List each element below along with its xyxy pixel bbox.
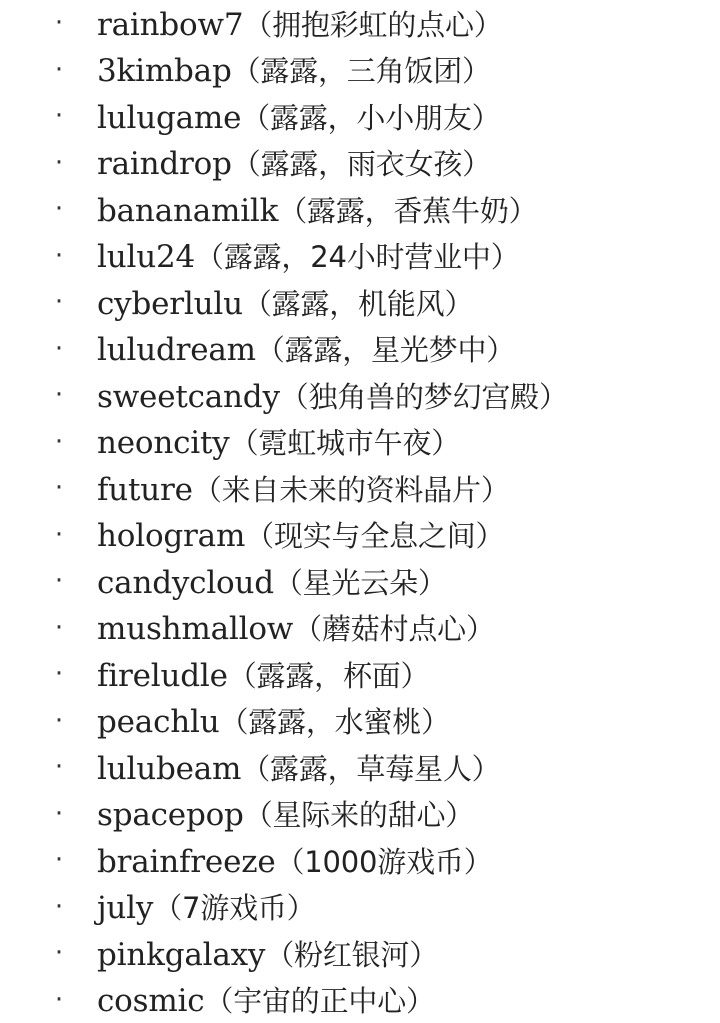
item-label: [97, 421, 460, 462]
item-name: cosmic: [97, 983, 204, 1019]
item-description: （宇宙的正中心）: [204, 984, 434, 1018]
item-name: bananamilk: [97, 193, 278, 229]
item-label: [97, 282, 473, 323]
bullet-icon: ·: [52, 427, 66, 457]
item-name: lulubeam: [97, 751, 241, 787]
list-item: [0, 465, 720, 512]
item-description: （露露，水蜜桃）: [219, 705, 449, 739]
item-label: [97, 793, 474, 834]
bullet-icon: ·: [52, 520, 66, 550]
item-description: （霓虹城市午夜）: [230, 426, 460, 460]
item-name: july: [97, 890, 153, 926]
item-label: [97, 189, 537, 230]
list-item: [0, 558, 720, 605]
bullet-icon: ·: [52, 101, 66, 131]
item-label: [97, 700, 450, 741]
bullet-icon: ·: [52, 194, 66, 224]
item-name: neoncity: [97, 425, 230, 461]
list-item: [0, 419, 720, 466]
item-label: [97, 654, 429, 695]
item-name: pinkgalaxy: [97, 937, 265, 973]
item-description: （独角兽的梦幻宫殿）: [280, 380, 568, 414]
item-description: （露露，杯面）: [228, 659, 430, 693]
bullet-icon: ·: [52, 334, 66, 364]
item-name: candycloud: [97, 565, 274, 601]
item-description: （露露，机能风）: [243, 287, 473, 321]
item-description: （星光云朵）: [274, 566, 447, 600]
item-description: （露露，香蕉牛奶）: [278, 194, 537, 228]
bullet-icon: ·: [52, 287, 66, 317]
list-item: [0, 837, 720, 884]
bullet-icon: ·: [52, 845, 66, 875]
bullet-icon: ·: [52, 8, 66, 38]
list-item: [0, 186, 720, 233]
list-item: [0, 233, 720, 280]
bullet-icon: ·: [52, 473, 66, 503]
item-name: lulugame: [97, 100, 241, 136]
item-label: [97, 747, 500, 788]
item-label: [97, 375, 568, 416]
list-item: [0, 930, 720, 977]
item-label: [97, 3, 503, 44]
item-name: cyberlulu: [97, 286, 243, 322]
list-item: [0, 605, 720, 652]
item-description: （7游戏币）: [153, 891, 315, 925]
item-label: [97, 328, 515, 369]
item-name: 3kimbap: [97, 53, 232, 89]
item-name: fireludle: [97, 658, 228, 694]
item-description: （蘑菇村点心）: [293, 612, 495, 646]
item-label: [97, 235, 520, 276]
item-name: raindrop: [97, 146, 232, 182]
list-item: [0, 884, 720, 931]
item-name: lulu24: [97, 239, 195, 275]
item-label: [97, 514, 504, 555]
item-label: [97, 607, 495, 648]
bullet-icon: ·: [52, 380, 66, 410]
item-label: [97, 840, 493, 881]
item-description: （拥抱彩虹的点心）: [243, 8, 502, 42]
list-item: [0, 93, 720, 140]
list-item: [0, 744, 720, 791]
item-label: [97, 933, 438, 974]
item-description: （星际来的甜心）: [244, 798, 474, 832]
item-label: [97, 561, 447, 602]
item-name: rainbow7: [97, 7, 243, 43]
list-item: [0, 512, 720, 559]
list-item: [0, 977, 720, 1023]
list-item: [0, 326, 720, 373]
list-item: [0, 279, 720, 326]
item-name: hologram: [97, 518, 245, 554]
item-name: future: [97, 472, 193, 508]
bullet-icon: ·: [52, 799, 66, 829]
item-description: （来自未来的资料晶片）: [193, 473, 510, 507]
item-label: [97, 49, 491, 90]
item-name: spacepop: [97, 797, 244, 833]
bullet-icon: ·: [52, 566, 66, 596]
list-item: [0, 791, 720, 838]
list-item: [0, 698, 720, 745]
item-description: （露露，24小时营业中）: [195, 240, 520, 274]
list-item: [0, 47, 720, 94]
item-label: [97, 886, 315, 927]
item-label: [97, 468, 510, 509]
item-label: [97, 142, 491, 183]
list-item: [0, 372, 720, 419]
bullet-icon: ·: [52, 706, 66, 736]
bullet-icon: ·: [52, 985, 66, 1015]
item-description: （露露，三角饭团）: [232, 54, 491, 88]
list-item: [0, 651, 720, 698]
bullet-icon: ·: [52, 752, 66, 782]
bullet-icon: ·: [52, 241, 66, 271]
item-description: （露露，雨衣女孩）: [232, 147, 491, 181]
list-item: [0, 140, 720, 187]
item-description: （1000游戏币）: [276, 845, 493, 879]
item-description: （露露，星光梦中）: [256, 333, 515, 367]
list-item: [0, 0, 720, 47]
item-description: （露露，小小朋友）: [241, 101, 500, 135]
item-name: luludream: [97, 332, 256, 368]
item-name: sweetcandy: [97, 379, 280, 415]
item-description: （露露，草莓星人）: [241, 752, 500, 786]
item-name: brainfreeze: [97, 844, 276, 880]
bullet-icon: ·: [52, 55, 66, 85]
item-name: peachlu: [97, 704, 219, 740]
bullet-icon: ·: [52, 613, 66, 643]
item-name: mushmallow: [97, 611, 293, 647]
bullet-icon: ·: [52, 892, 66, 922]
item-label: [97, 96, 500, 137]
bullet-icon: ·: [52, 148, 66, 178]
bullet-icon: ·: [52, 938, 66, 968]
item-description: （现实与全息之间）: [245, 519, 504, 553]
item-label: [97, 979, 435, 1020]
bullet-icon: ·: [52, 659, 66, 689]
item-description: （粉红银河）: [265, 938, 438, 972]
